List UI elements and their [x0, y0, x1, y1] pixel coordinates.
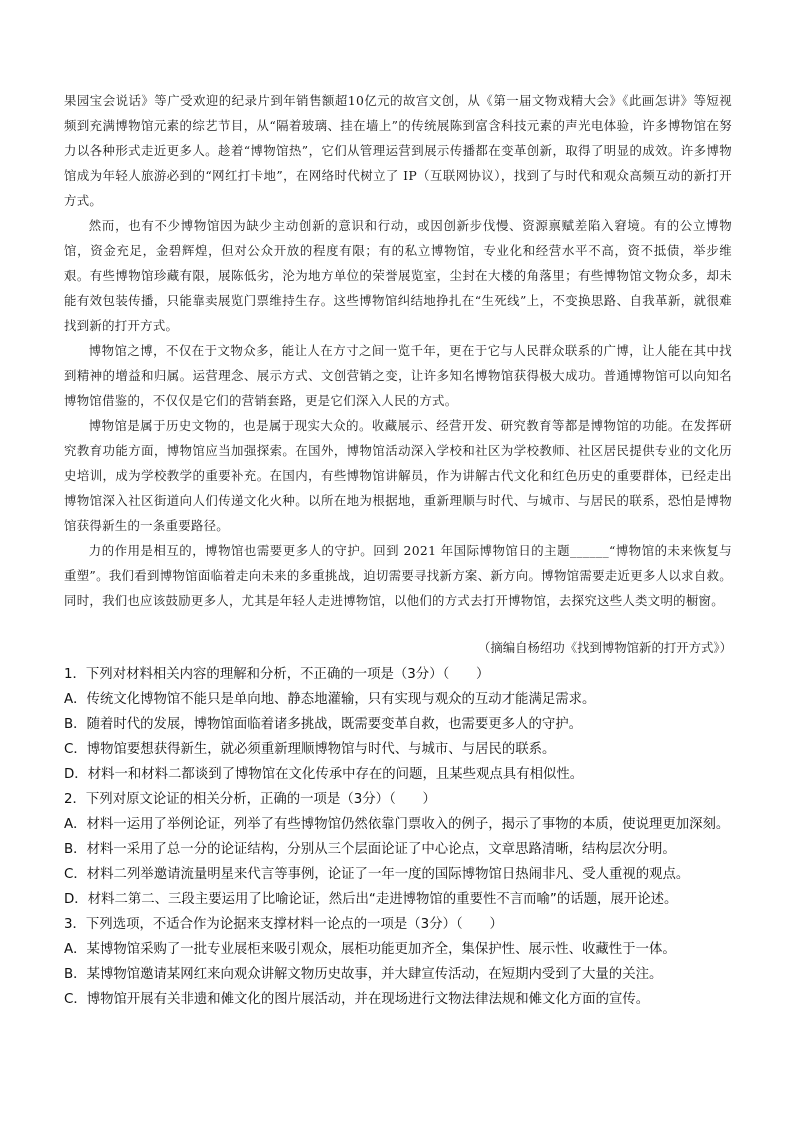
question-stem: 1．下列对材料相关内容的理解和分析，不正确的一项是（3分）（ ）	[64, 667, 490, 682]
question-stem: 3．下列选项，不适合作为论据来支撑材料一论点的一项是（3分）（ ）	[64, 917, 503, 932]
question-3	[64, 912, 736, 1012]
question-1	[64, 662, 736, 787]
option-a: A．材料一运用了举例论证，列举了有些博物馆仍然依靠门票收入的例子，揭示了事物的本质，使说理更加深刻。	[64, 817, 730, 832]
option-a: A．某博物馆采购了一批专业展柜来吸引观众，展柜功能更加齐全，集保护性、展示性、收藏性于一体。	[64, 942, 676, 957]
question-stem: 2．下列对原文论证的相关分析，正确的一项是（3分）（ ）	[64, 792, 436, 807]
option-d: D．材料一和材料二都谈到了博物馆在文化传承中存在的问题，且某些观点具有相似性。	[64, 767, 584, 782]
reading-passage	[64, 88, 732, 613]
question-list	[64, 662, 736, 1012]
passage-paragraph: 然而，也有不少博物馆因为缺少主动创新的意识和行动，或因创新步伐慢、资源禀赋差陷入窘境。有的公立博物馆，资金充足，金碧辉煌，但对公众开放的程度有限；有的私立博物馆，专业化和经营水平不高，资不抵债，举步维艰。有些博物馆珍藏有限，展陈低劣，沦为地方单位的荣誉展览室，尘封在大楼的角落里；有些博物馆文物众多，却未能有效包装传播，只能靠卖展览门票维持生存。这些博物馆纠结地挣扎在“生死线”上，不变换思路、自我革新，就很难找到新的打开方式。	[64, 218, 732, 333]
option-d: D．材料二第二、三段主要运用了比喻论证，然后出“走进博物馆的重要性不言而喻”的话题，展开论述。	[64, 892, 678, 907]
option-b: B．随着时代的发展，博物馆面临着诸多挑战，既需要变革自救，也需要更多人的守护。	[64, 717, 583, 732]
passage-paragraph: 果园宝会说话》等广受欢迎的纪录片到年销售额超10亿元的故宫文创，从《第一届文物戏精大会》《此画怎讲》等短视频到充满博物馆元素的综艺节目，从“隔着玻璃、挂在墙上”的传统展陈到富含科技元素的声光电体验，许多博物馆在努力以各种形式走近更多人。趁着“博物馆热”，它们从管理运营到展示传播都在变革创新，取得了明显的成效。许多博物馆成为年轻人旅游必到的“网红打卡地”，在网络时代树立了 IP（互联网协议），找到了与时代和观众高频互动的新打开方式。	[64, 93, 732, 208]
option-c: C．博物馆开展有关非遗和傩文化的图片展活动，并在现场进行文物法律法规和傩文化方面的宣传。	[64, 992, 650, 1007]
option-b: B．材料一采用了总一分的论证结构，分别从三个层面论证了中心论点，文章思路清晰，结构层次分明。	[64, 842, 676, 857]
question-2	[64, 787, 736, 912]
option-a: A．传统文化博物馆不能只是单向地、静态地灌输，只有实现与观众的互动才能满足需求。	[64, 692, 596, 707]
passage-paragraph: 力的作用是相互的，博物馆也需要更多人的守护。回到 2021 年国际博物馆日的主题______“博物馆的未来恢复与重塑”。我们看到博物馆面临着走向未来的多重挑战，迫切需要寻找新方案、新方向。博物馆需要走近更多人以求自救。同时，我们也应该鼓励更多人，尤其是年轻人走进博物馆，以他们的方式去打开博物馆，去探究这些人类文明的橱窗。	[64, 543, 732, 608]
passage-paragraph: 博物馆是属于历史文物的，也是属于现实大众的。收藏展示、经营开发、研究教育等都是博物馆的功能。在发挥研究教育功能方面，博物馆应当加强探索。在国外，博物馆活动深入学校和社区为学校教师、社区居民提供专业的文化历史培训，成为学校教学的重要补充。在国内，有些博物馆讲解员，作为讲解古代文化和红色历史的重要群体，已经走出博物馆深入社区街道向人们传递文化火种。以所在地为根据地，重新理顺与时代、与城市、与居民的联系，恐怕是博物馆获得新生的一条重要路径。	[64, 418, 732, 533]
passage-paragraph: 博物馆之博，不仅在于文物众多，能让人在方寸之间一览千年，更在于它与人民群众联系的广博，让人能在其中找到精神的增益和归属。运营理念、展示方式、文创营销之变，让许多知名博物馆获得极大成功。普通博物馆可以向知名博物馆借鉴的，不仅仅是它们的营销套路，更是它们深入人民的方式。	[64, 343, 732, 408]
option-c: C．材料二列举邀请流量明星来代言等事例，论证了一年一度的国际博物馆日热闹非凡、受人重视的观点。	[64, 867, 690, 882]
passage-source: （摘编自杨绍功《找到博物馆新的打开方式》）	[477, 640, 732, 655]
option-c: C．博物馆要想获得新生，就必须重新理顺博物馆与时代、与城市、与居民的联系。	[64, 742, 556, 757]
option-b: B．某博物馆邀请某网红来向观众讲解文物历史故事，并大肆宣传活动，在短期内受到了大量的关注。	[64, 967, 663, 982]
